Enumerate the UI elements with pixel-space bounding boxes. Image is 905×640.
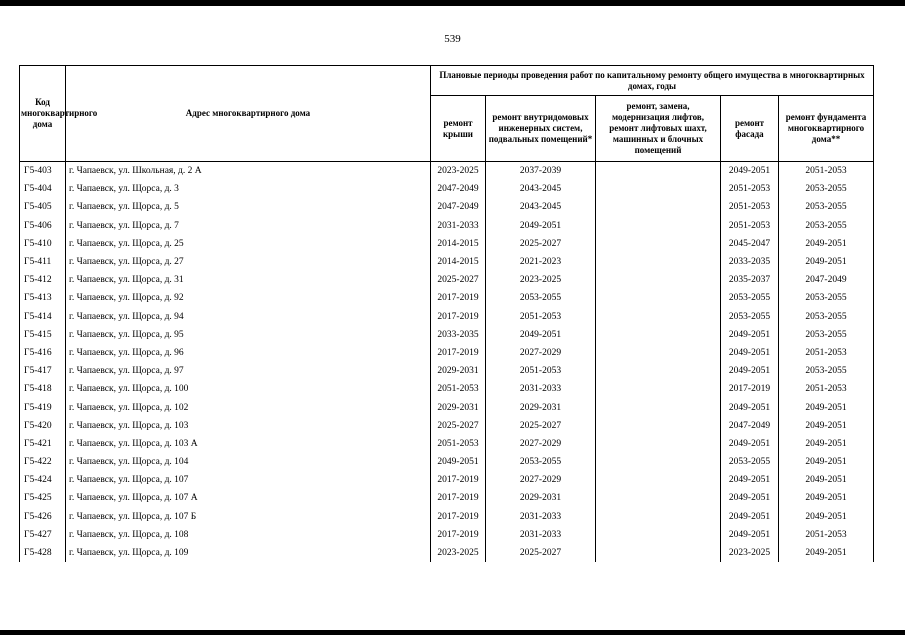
row-facade: 2051-2053 <box>721 198 779 216</box>
row-foundation: 2053-2055 <box>779 326 874 344</box>
row-facade: 2049-2051 <box>721 489 779 507</box>
row-roof: 2025-2027 <box>431 417 486 435</box>
row-elevators <box>596 471 721 489</box>
row-roof: 2051-2053 <box>431 435 486 453</box>
row-facade: 2017-2019 <box>721 380 779 398</box>
row-roof: 2051-2053 <box>431 380 486 398</box>
top-border-rule <box>0 0 905 6</box>
row-elevators <box>596 162 721 181</box>
table-row <box>20 253 874 271</box>
row-facade: 2053-2055 <box>721 453 779 471</box>
row-systems: 2029-2031 <box>486 489 596 507</box>
row-code: Г5-418 <box>20 380 66 398</box>
row-elevators <box>596 417 721 435</box>
row-foundation: 2051-2053 <box>779 526 874 544</box>
row-facade: 2045-2047 <box>721 235 779 253</box>
row-address: г. Чапаевск, ул. Щорса, д. 100 <box>66 380 431 398</box>
row-facade: 2049-2051 <box>721 162 779 181</box>
table-row <box>20 362 874 380</box>
row-systems: 2031-2033 <box>486 508 596 526</box>
table-row <box>20 235 874 253</box>
row-elevators <box>596 217 721 235</box>
row-elevators <box>596 489 721 507</box>
row-elevators <box>596 544 721 562</box>
row-facade: 2047-2049 <box>721 417 779 435</box>
row-roof: 2017-2019 <box>431 344 486 362</box>
table-row <box>20 526 874 544</box>
table-row <box>20 380 874 398</box>
table-row <box>20 508 874 526</box>
row-facade: 2049-2051 <box>721 344 779 362</box>
row-elevators <box>596 271 721 289</box>
row-facade: 2049-2051 <box>721 526 779 544</box>
row-code: Г5-419 <box>20 398 66 416</box>
row-elevators <box>596 398 721 416</box>
header-roof: ремонт крыши <box>431 96 486 162</box>
row-code: Г5-422 <box>20 453 66 471</box>
row-elevators <box>596 453 721 471</box>
row-address: г. Чапаевск, ул. Щорса, д. 95 <box>66 326 431 344</box>
header-periods-title: Плановые периоды проведения работ по капитальному ремонту общего имущества в многоквартирных домах, годы <box>431 66 874 96</box>
row-code: Г5-414 <box>20 308 66 326</box>
row-roof: 2031-2033 <box>431 217 486 235</box>
row-roof: 2017-2019 <box>431 289 486 307</box>
row-elevators <box>596 198 721 216</box>
row-address: г. Чапаевск, ул. Школьная, д. 2 А <box>66 162 431 181</box>
row-facade: 2049-2051 <box>721 362 779 380</box>
row-foundation: 2049-2051 <box>779 453 874 471</box>
row-systems: 2031-2033 <box>486 526 596 544</box>
table-row <box>20 198 874 216</box>
row-address: г. Чапаевск, ул. Щорса, д. 7 <box>66 217 431 235</box>
row-elevators <box>596 508 721 526</box>
row-code: Г5-404 <box>20 180 66 198</box>
table-row <box>20 344 874 362</box>
row-roof: 2029-2031 <box>431 362 486 380</box>
table-row <box>20 271 874 289</box>
row-roof: 2033-2035 <box>431 326 486 344</box>
row-elevators <box>596 344 721 362</box>
row-foundation: 2053-2055 <box>779 217 874 235</box>
page-number: 539 <box>444 33 461 45</box>
table-row <box>20 326 874 344</box>
row-address: г. Чапаевск, ул. Щорса, д. 108 <box>66 526 431 544</box>
row-systems: 2051-2053 <box>486 308 596 326</box>
row-code: Г5-405 <box>20 198 66 216</box>
row-code: Г5-421 <box>20 435 66 453</box>
row-systems: 2023-2025 <box>486 271 596 289</box>
row-foundation: 2053-2055 <box>779 308 874 326</box>
row-facade: 2035-2037 <box>721 271 779 289</box>
row-systems: 2049-2051 <box>486 217 596 235</box>
row-elevators <box>596 308 721 326</box>
row-code: Г5-416 <box>20 344 66 362</box>
row-facade: 2049-2051 <box>721 398 779 416</box>
table-row <box>20 453 874 471</box>
row-systems: 2025-2027 <box>486 544 596 562</box>
row-foundation: 2053-2055 <box>779 180 874 198</box>
row-facade: 2051-2053 <box>721 217 779 235</box>
row-address: г. Чапаевск, ул. Щорса, д. 103 А <box>66 435 431 453</box>
table-row <box>20 435 874 453</box>
row-foundation: 2047-2049 <box>779 271 874 289</box>
table-row <box>20 544 874 562</box>
row-facade: 2033-2035 <box>721 253 779 271</box>
row-code: Г5-428 <box>20 544 66 562</box>
row-foundation: 2053-2055 <box>779 362 874 380</box>
row-address: г. Чапаевск, ул. Щорса, д. 92 <box>66 289 431 307</box>
row-roof: 2017-2019 <box>431 489 486 507</box>
row-elevators <box>596 289 721 307</box>
row-code: Г5-410 <box>20 235 66 253</box>
row-code: Г5-413 <box>20 289 66 307</box>
row-code: Г5-411 <box>20 253 66 271</box>
row-code: Г5-412 <box>20 271 66 289</box>
row-address: г. Чапаевск, ул. Щорса, д. 97 <box>66 362 431 380</box>
row-code: Г5-427 <box>20 526 66 544</box>
row-foundation: 2049-2051 <box>779 544 874 562</box>
row-elevators <box>596 253 721 271</box>
row-foundation: 2049-2051 <box>779 471 874 489</box>
row-roof: 2014-2015 <box>431 235 486 253</box>
table-row <box>20 417 874 435</box>
row-elevators <box>596 180 721 198</box>
row-systems: 2037-2039 <box>486 162 596 181</box>
row-systems: 2021-2023 <box>486 253 596 271</box>
row-address: г. Чапаевск, ул. Щорса, д. 104 <box>66 453 431 471</box>
row-facade: 2049-2051 <box>721 508 779 526</box>
row-code: Г5-406 <box>20 217 66 235</box>
table-row <box>20 398 874 416</box>
row-roof: 2017-2019 <box>431 508 486 526</box>
row-systems: 2049-2051 <box>486 326 596 344</box>
row-systems: 2043-2045 <box>486 198 596 216</box>
row-address: г. Чапаевск, ул. Щорса, д. 27 <box>66 253 431 271</box>
row-foundation: 2051-2053 <box>779 162 874 181</box>
row-systems: 2053-2055 <box>486 453 596 471</box>
header-systems: ремонт внутридомовых инженерных систем, подвальных помещений* <box>486 96 596 162</box>
row-foundation: 2049-2051 <box>779 489 874 507</box>
row-roof: 2023-2025 <box>431 544 486 562</box>
row-elevators <box>596 362 721 380</box>
row-roof: 2047-2049 <box>431 180 486 198</box>
row-address: г. Чапаевск, ул. Щорса, д. 107 <box>66 471 431 489</box>
header-facade: ремонт фасада <box>721 96 779 162</box>
row-facade: 2053-2055 <box>721 308 779 326</box>
row-roof: 2025-2027 <box>431 271 486 289</box>
row-address: г. Чапаевск, ул. Щорса, д. 103 <box>66 417 431 435</box>
bottom-border-rule <box>0 630 905 635</box>
row-roof: 2023-2025 <box>431 162 486 181</box>
row-elevators <box>596 435 721 453</box>
table-row <box>20 180 874 198</box>
row-facade: 2049-2051 <box>721 326 779 344</box>
row-foundation: 2053-2055 <box>779 289 874 307</box>
row-foundation: 2049-2051 <box>779 253 874 271</box>
row-address: г. Чапаевск, ул. Щорса, д. 102 <box>66 398 431 416</box>
row-address: г. Чапаевск, ул. Щорса, д. 94 <box>66 308 431 326</box>
row-code: Г5-426 <box>20 508 66 526</box>
row-systems: 2025-2027 <box>486 235 596 253</box>
row-systems: 2043-2045 <box>486 180 596 198</box>
row-elevators <box>596 526 721 544</box>
table-row <box>20 308 874 326</box>
row-facade: 2023-2025 <box>721 544 779 562</box>
row-foundation: 2049-2051 <box>779 508 874 526</box>
header-address: Адрес многоквартирного дома <box>66 66 431 162</box>
row-address: г. Чапаевск, ул. Щорса, д. 3 <box>66 180 431 198</box>
row-systems: 2029-2031 <box>486 398 596 416</box>
table-row <box>20 471 874 489</box>
row-roof: 2014-2015 <box>431 253 486 271</box>
row-elevators <box>596 235 721 253</box>
row-address: г. Чапаевск, ул. Щорса, д. 31 <box>66 271 431 289</box>
row-code: Г5-403 <box>20 162 66 181</box>
row-elevators <box>596 380 721 398</box>
row-foundation: 2049-2051 <box>779 417 874 435</box>
table-row <box>20 162 874 181</box>
row-systems: 2027-2029 <box>486 471 596 489</box>
table-body <box>20 162 874 563</box>
row-foundation: 2051-2053 <box>779 380 874 398</box>
header-elevators: ремонт, замена, модернизация лифтов, ремонт лифтовых шахт, машинных и блочных помещений <box>596 96 721 162</box>
row-roof: 2017-2019 <box>431 308 486 326</box>
row-code: Г5-420 <box>20 417 66 435</box>
row-code: Г5-425 <box>20 489 66 507</box>
row-address: г. Чапаевск, ул. Щорса, д. 25 <box>66 235 431 253</box>
table-row <box>20 289 874 307</box>
row-systems: 2053-2055 <box>486 289 596 307</box>
row-foundation: 2049-2051 <box>779 435 874 453</box>
row-code: Г5-415 <box>20 326 66 344</box>
row-code: Г5-424 <box>20 471 66 489</box>
row-code: Г5-417 <box>20 362 66 380</box>
row-roof: 2047-2049 <box>431 198 486 216</box>
row-systems: 2027-2029 <box>486 435 596 453</box>
row-elevators <box>596 326 721 344</box>
header-foundation: ремонт фундамента многоквартирного дома** <box>779 96 874 162</box>
row-roof: 2017-2019 <box>431 526 486 544</box>
row-systems: 2051-2053 <box>486 362 596 380</box>
row-foundation: 2049-2051 <box>779 398 874 416</box>
row-roof: 2029-2031 <box>431 398 486 416</box>
row-facade: 2053-2055 <box>721 289 779 307</box>
row-roof: 2049-2051 <box>431 453 486 471</box>
table-row <box>20 217 874 235</box>
repair-schedule-table <box>19 65 874 562</box>
row-foundation: 2053-2055 <box>779 198 874 216</box>
row-roof: 2017-2019 <box>431 471 486 489</box>
row-facade: 2049-2051 <box>721 435 779 453</box>
row-address: г. Чапаевск, ул. Щорса, д. 107 А <box>66 489 431 507</box>
row-address: г. Чапаевск, ул. Щорса, д. 109 <box>66 544 431 562</box>
row-systems: 2027-2029 <box>486 344 596 362</box>
row-foundation: 2051-2053 <box>779 344 874 362</box>
row-facade: 2051-2053 <box>721 180 779 198</box>
header-code: Код многоквартирного дома <box>20 66 66 162</box>
row-address: г. Чапаевск, ул. Щорса, д. 96 <box>66 344 431 362</box>
row-facade: 2049-2051 <box>721 471 779 489</box>
row-address: г. Чапаевск, ул. Щорса, д. 107 Б <box>66 508 431 526</box>
row-foundation: 2049-2051 <box>779 235 874 253</box>
row-address: г. Чапаевск, ул. Щорса, д. 5 <box>66 198 431 216</box>
row-systems: 2031-2033 <box>486 380 596 398</box>
table-row <box>20 489 874 507</box>
row-systems: 2025-2027 <box>486 417 596 435</box>
